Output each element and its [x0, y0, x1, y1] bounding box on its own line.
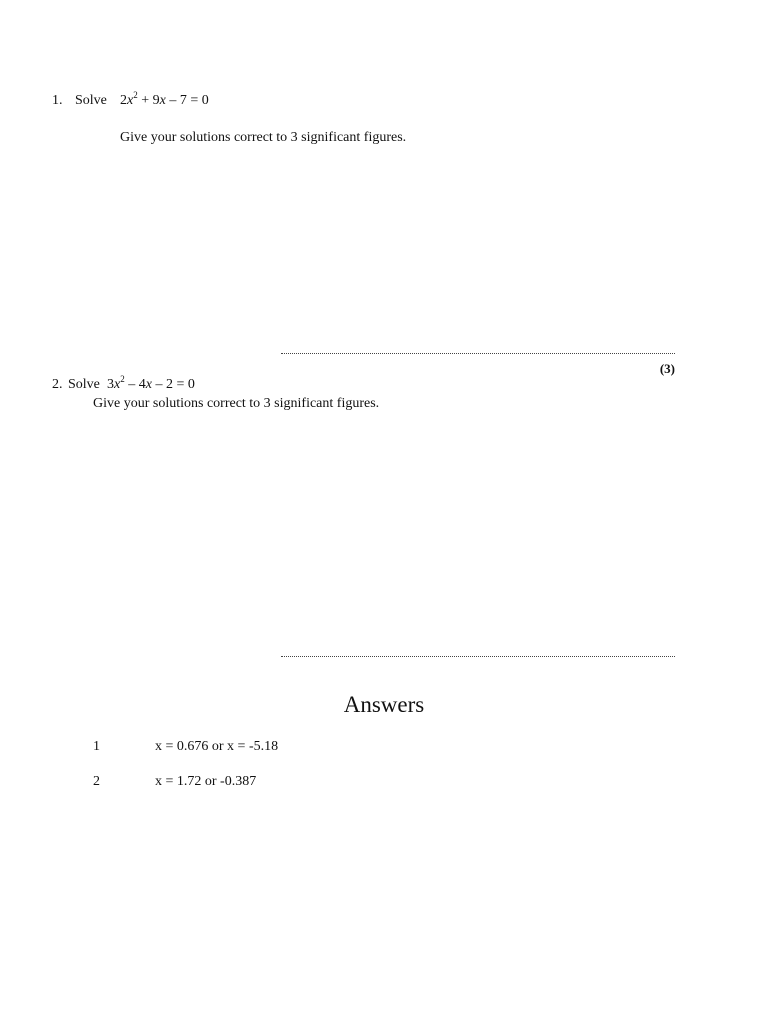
- question-2-number: 2.: [52, 377, 63, 392]
- question-1-answer-line: [281, 351, 675, 354]
- question-2-equation: $3x^2 - 4x - 2 = 0$: [107, 374, 195, 392]
- answer-1-text: x = 0.676 or x = -5.18: [155, 739, 279, 754]
- answer-2-text: x = 1.72 or -0.387: [155, 774, 257, 789]
- question-2-answer-line: [281, 654, 675, 657]
- question-1-instruction: Give your solutions correct to 3 significant figures.: [120, 130, 407, 145]
- question-1-verb: Solve: [75, 93, 107, 108]
- answers-heading: Answers: [343, 692, 425, 717]
- question-1-number: 1.: [52, 93, 63, 108]
- question-2-instruction: Give your solutions correct to 3 significant figures.: [93, 396, 380, 411]
- answer-1-number: 1: [93, 739, 100, 754]
- answer-2-number: 2: [93, 774, 100, 789]
- question-2-verb: Solve: [68, 377, 100, 392]
- question-1-marks: (3): [659, 361, 675, 376]
- question-1-equation: $2x^2 + 9x - 7 = 0$: [120, 90, 209, 108]
